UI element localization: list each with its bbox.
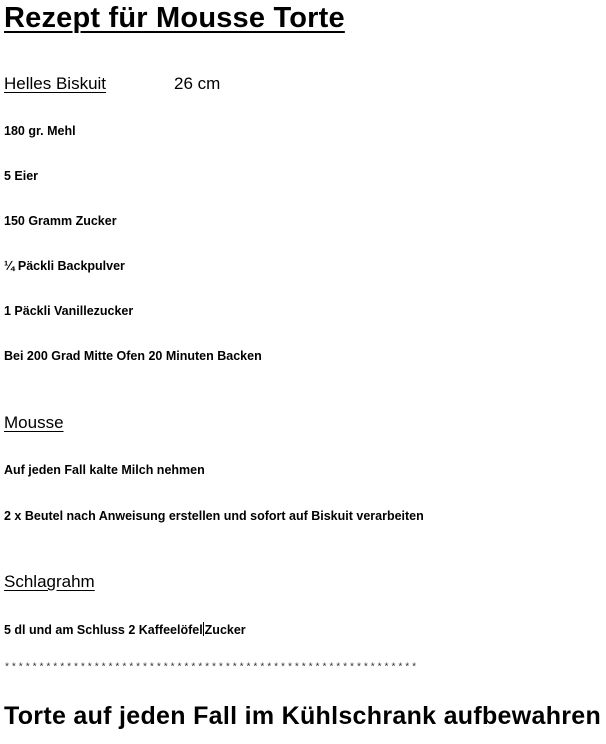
biskuit-line-vanilla-sugar: 1 Päckli Vanillezucker: [4, 304, 134, 318]
biskuit-heading: [4, 74, 220, 94]
biskuit-heading-label: Helles Biskuit: [4, 74, 107, 93]
mousse-heading: Mousse: [4, 413, 64, 432]
document-title: Rezept für Mousse Torte: [4, 2, 345, 34]
biskuit-line-eggs: 5 Eier: [4, 169, 39, 183]
biskuit-line-baking-instructions: Bei 200 Grad Mitte Ofen 20 Minuten Backen: [4, 349, 262, 363]
text-cursor: [203, 622, 204, 636]
biskuit-line-flour: 180 gr. Mehl: [4, 124, 76, 138]
mousse-line-milk: Auf jeden Fall kalte Milch nehmen: [4, 463, 205, 477]
schlagrahm-line-part2: Zucker: [204, 623, 246, 637]
separator-line: ************************************************************: [4, 663, 419, 674]
schlagrahm-line-part1: 5 dl und am Schluss 2 Kaffeelöfel: [4, 623, 203, 637]
biskuit-size: 26 cm: [174, 74, 221, 93]
schlagrahm-line: [4, 622, 246, 637]
schlagrahm-heading: Schlagrahm: [4, 572, 95, 591]
footer-note: Torte auf jeden Fall im Kühlschrank aufbewahren: [4, 702, 602, 730]
biskuit-line-sugar: 150 Gramm Zucker: [4, 214, 117, 228]
biskuit-line-baking-powder: ¼ Päckli Backpulver: [4, 259, 125, 273]
mousse-line-packets: 2 x Beutel nach Anweisung erstellen und sofort auf Biskuit verarbeiten: [4, 509, 424, 523]
